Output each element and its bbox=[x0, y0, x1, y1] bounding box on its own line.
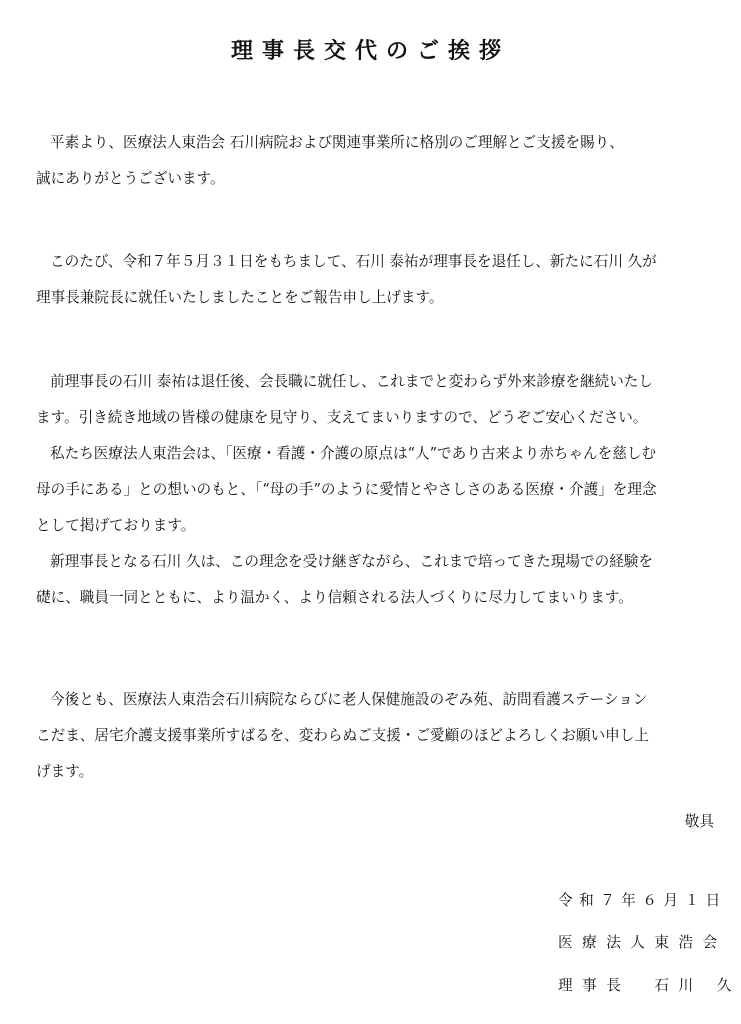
paragraph-line: げます。 bbox=[36, 763, 94, 780]
paragraph-philosophy bbox=[36, 364, 708, 616]
paragraph-greeting bbox=[36, 125, 708, 197]
paragraph-announcement bbox=[36, 244, 708, 316]
paragraph-line: 私たち医療法人東浩会は、「医療・看護・介護の原点は“人”であり古来より赤ちゃんを慈しむ bbox=[50, 445, 656, 462]
signature-organization: 医療法人東浩会 bbox=[558, 934, 727, 951]
paragraph-line: として掲げております。 bbox=[36, 517, 196, 534]
paragraph-line: 前理事長の石川 泰祐は退任後、会長職に就任し、これまでと変わらず外来診療を継続いたし bbox=[50, 373, 653, 390]
document-title: 理事長交代のご挨拶 bbox=[230, 39, 510, 64]
closing-salutation: 敬具 bbox=[684, 813, 714, 830]
paragraph-line: 理事長兼院長に就任いたしましたことをご報告申し上げます。 bbox=[36, 289, 444, 306]
paragraph-line: このたび、令和７年５月３１日をもちまして、石川 泰祐が理事長を退任し、新たに石川 久が bbox=[50, 253, 657, 270]
paragraph-line: 礎に、職員一同とともに、より温かく、より信頼される法人づくりに尽力してまいります。 bbox=[36, 589, 633, 606]
paragraph-line: 誠にありがとうございます。 bbox=[36, 170, 225, 187]
paragraph-closing-request bbox=[36, 682, 708, 790]
signature-name: 理事長 石川 久 bbox=[558, 977, 741, 994]
paragraph-line: 平素より、医療法人東浩会 石川病院および関連事業所に格別のご理解とご支援を賜り、 bbox=[50, 134, 624, 151]
paragraph-line: 新理事長となる石川 久は、この理念を受け継ぎながら、これまで培ってきた現場での経験を bbox=[50, 553, 653, 570]
paragraph-line: ます。引き続き地域の皆様の健康を見守り、支えてまいりますので、どうぞご安心ください。 bbox=[36, 409, 648, 426]
paragraph-line: 今後とも、医療法人東浩会石川病院ならびに老人保健施設のぞみ苑、訪問看護ステーション bbox=[50, 691, 648, 708]
signature-date: 令和７年６月１日 bbox=[558, 892, 727, 909]
paragraph-line: こだま、居宅介護支援事業所すばるを、変わらぬご支援・ご愛顧のほどよろしくお願い申し上 bbox=[36, 727, 649, 744]
paragraph-line: 母の手にある」との想いのもと、「“母の手”のように愛情とやさしさのある医療・介護」を理念 bbox=[36, 481, 657, 498]
